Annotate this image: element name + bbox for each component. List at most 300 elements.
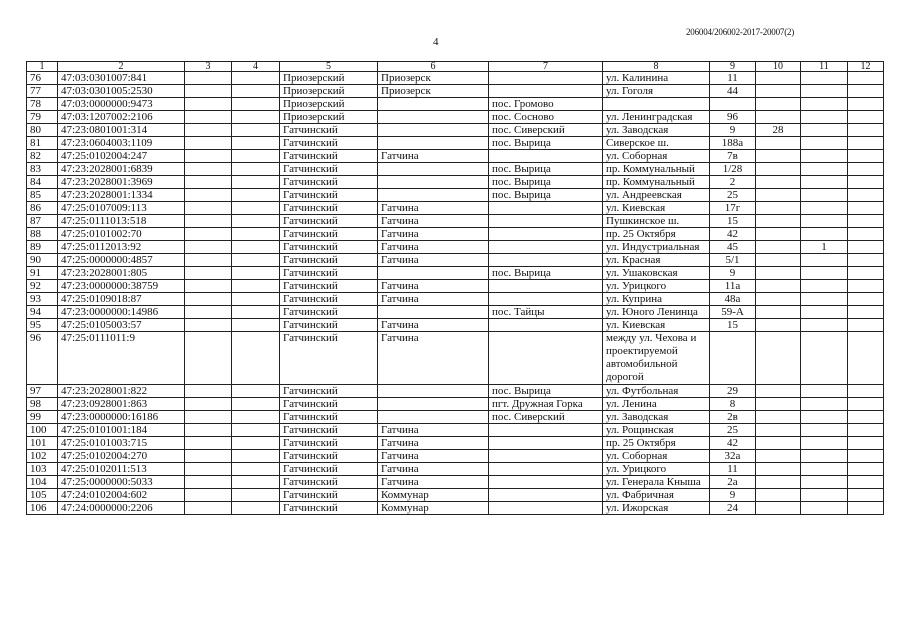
col-10-cell: [756, 398, 801, 411]
cadastral-number-cell: 47:23:2028001:822: [58, 385, 185, 398]
row-number-cell: 102: [27, 450, 58, 463]
table-row: [27, 437, 884, 450]
house-number-cell: [710, 98, 756, 111]
table-row: [27, 150, 884, 163]
col-3-cell: [185, 150, 232, 163]
street-cell: ул. Ижорская: [603, 502, 710, 515]
city-cell: Гатчина: [378, 293, 489, 306]
settlement-cell: пос. Сосново: [489, 111, 603, 124]
district-cell: Гатчинский: [280, 424, 378, 437]
col-10-cell: [756, 72, 801, 85]
col-10-cell: [756, 254, 801, 267]
row-number-cell: 87: [27, 215, 58, 228]
cadastral-number-cell: 47:23:2028001:6839: [58, 163, 185, 176]
col-4-cell: [232, 502, 280, 515]
row-number-cell: 77: [27, 85, 58, 98]
settlement-cell: [489, 150, 603, 163]
col-3-cell: [185, 463, 232, 476]
street-cell: ул. Красная: [603, 254, 710, 267]
city-cell: [378, 163, 489, 176]
settlement-cell: [489, 476, 603, 489]
col-12-cell: [848, 72, 884, 85]
col-10-cell: [756, 463, 801, 476]
city-cell: [378, 398, 489, 411]
row-number-cell: 84: [27, 176, 58, 189]
col-10-cell: [756, 150, 801, 163]
col-4-cell: [232, 137, 280, 150]
city-cell: [378, 137, 489, 150]
col-3-cell: [185, 489, 232, 502]
street-cell: ул. Урицкого: [603, 463, 710, 476]
column-header-8: 8: [603, 62, 710, 72]
house-number-cell: 11: [710, 72, 756, 85]
house-number-cell: 24: [710, 502, 756, 515]
house-number-cell: 96: [710, 111, 756, 124]
col-11-cell: [801, 502, 848, 515]
house-number-cell: 2а: [710, 476, 756, 489]
street-cell: Пушкинское ш.: [603, 215, 710, 228]
col-12-cell: [848, 450, 884, 463]
table-row: [27, 267, 884, 280]
house-number-cell: 59-А: [710, 306, 756, 319]
col-4-cell: [232, 176, 280, 189]
house-number-cell: 11: [710, 463, 756, 476]
col-4-cell: [232, 450, 280, 463]
col-11-cell: [801, 463, 848, 476]
district-cell: Гатчинский: [280, 385, 378, 398]
col-12-cell: [848, 502, 884, 515]
row-number-cell: 106: [27, 502, 58, 515]
street-cell: ул. Генерала Кныша: [603, 476, 710, 489]
table-row: [27, 476, 884, 489]
district-cell: Гатчинский: [280, 241, 378, 254]
cadastral-number-cell: 47:25:0107009:113: [58, 202, 185, 215]
document-id: 206004/206002-2017-20007(2): [686, 27, 795, 37]
col-4-cell: [232, 293, 280, 306]
col-4-cell: [232, 411, 280, 424]
col-11-cell: [801, 163, 848, 176]
col-11-cell: [801, 437, 848, 450]
street-cell: ул. Киевская: [603, 202, 710, 215]
table-row: [27, 215, 884, 228]
district-cell: Гатчинский: [280, 267, 378, 280]
col-4-cell: [232, 150, 280, 163]
table-row: [27, 293, 884, 306]
col-11-cell: 1: [801, 241, 848, 254]
col-4-cell: [232, 489, 280, 502]
house-number-cell: 8: [710, 398, 756, 411]
settlement-cell: [489, 293, 603, 306]
col-12-cell: [848, 332, 884, 385]
cadastral-number-cell: 47:25:0109018:87: [58, 293, 185, 306]
col-3-cell: [185, 293, 232, 306]
cadastral-number-cell: 47:03:1207002:2106: [58, 111, 185, 124]
house-number-cell: 15: [710, 319, 756, 332]
row-number-cell: 92: [27, 280, 58, 293]
district-cell: Гатчинский: [280, 489, 378, 502]
settlement-cell: [489, 72, 603, 85]
house-number-cell: 44: [710, 85, 756, 98]
street-cell: Сиверское ш.: [603, 137, 710, 150]
col-12-cell: [848, 137, 884, 150]
col-10-cell: [756, 280, 801, 293]
col-3-cell: [185, 450, 232, 463]
row-number-cell: 93: [27, 293, 58, 306]
table-row: [27, 163, 884, 176]
col-3-cell: [185, 319, 232, 332]
district-cell: Гатчинский: [280, 319, 378, 332]
row-number-cell: 88: [27, 228, 58, 241]
col-3-cell: [185, 176, 232, 189]
city-cell: [378, 124, 489, 137]
col-12-cell: [848, 98, 884, 111]
col-11-cell: [801, 124, 848, 137]
col-3-cell: [185, 437, 232, 450]
city-cell: Коммунар: [378, 489, 489, 502]
column-header-5: 5: [280, 62, 378, 72]
city-cell: Гатчина: [378, 202, 489, 215]
settlement-cell: пос. Вырица: [489, 137, 603, 150]
house-number-cell: 2: [710, 176, 756, 189]
settlement-cell: пос. Громово: [489, 98, 603, 111]
col-4-cell: [232, 476, 280, 489]
table-row: [27, 489, 884, 502]
col-10-cell: [756, 476, 801, 489]
col-3-cell: [185, 85, 232, 98]
house-number-cell: 9: [710, 124, 756, 137]
col-12-cell: [848, 150, 884, 163]
city-cell: [378, 98, 489, 111]
col-3-cell: [185, 502, 232, 515]
col-4-cell: [232, 215, 280, 228]
col-3-cell: [185, 241, 232, 254]
col-12-cell: [848, 176, 884, 189]
column-header-10: 10: [756, 62, 801, 72]
row-number-cell: 86: [27, 202, 58, 215]
col-12-cell: [848, 228, 884, 241]
table-row: [27, 411, 884, 424]
col-11-cell: [801, 411, 848, 424]
column-header-3: 3: [185, 62, 232, 72]
col-12-cell: [848, 111, 884, 124]
city-cell: Гатчина: [378, 254, 489, 267]
city-cell: [378, 111, 489, 124]
cadastral-number-cell: 47:25:0101003:715: [58, 437, 185, 450]
settlement-cell: [489, 241, 603, 254]
settlement-cell: пос. Сиверский: [489, 124, 603, 137]
district-cell: Гатчинский: [280, 437, 378, 450]
col-11-cell: [801, 332, 848, 385]
district-cell: Гатчинский: [280, 176, 378, 189]
house-number-cell: 25: [710, 189, 756, 202]
col-12-cell: [848, 476, 884, 489]
city-cell: Приозерск: [378, 85, 489, 98]
street-cell: ул. Рощинская: [603, 424, 710, 437]
table-row: [27, 463, 884, 476]
column-header-4: 4: [232, 62, 280, 72]
col-10-cell: [756, 450, 801, 463]
col-11-cell: [801, 72, 848, 85]
col-10-cell: [756, 189, 801, 202]
street-cell: ул. Киевская: [603, 319, 710, 332]
column-header-11: 11: [801, 62, 848, 72]
city-cell: Гатчина: [378, 319, 489, 332]
column-header-12: 12: [848, 62, 884, 72]
table-row: [27, 254, 884, 267]
cadastral-number-cell: 47:23:2028001:1334: [58, 189, 185, 202]
col-10-cell: [756, 306, 801, 319]
col-12-cell: [848, 398, 884, 411]
col-3-cell: [185, 280, 232, 293]
col-3-cell: [185, 411, 232, 424]
settlement-cell: пос. Сиверский: [489, 411, 603, 424]
col-11-cell: [801, 424, 848, 437]
street-cell: ул. Футбольная: [603, 385, 710, 398]
city-cell: [378, 385, 489, 398]
street-cell: пр. 25 Октября: [603, 228, 710, 241]
col-3-cell: [185, 124, 232, 137]
settlement-cell: пос. Вырица: [489, 163, 603, 176]
col-10-cell: [756, 98, 801, 111]
settlement-cell: [489, 489, 603, 502]
col-10-cell: [756, 215, 801, 228]
col-11-cell: [801, 254, 848, 267]
district-cell: Гатчинский: [280, 189, 378, 202]
cadastral-number-cell: 47:23:0604003:1109: [58, 137, 185, 150]
street-cell: пр. Коммунальный: [603, 163, 710, 176]
col-4-cell: [232, 124, 280, 137]
house-number-cell: 188а: [710, 137, 756, 150]
table-row: [27, 98, 884, 111]
col-3-cell: [185, 254, 232, 267]
street-cell: ул. Урицкого: [603, 280, 710, 293]
row-number-cell: 99: [27, 411, 58, 424]
cadastral-number-cell: 47:25:0102004:270: [58, 450, 185, 463]
col-12-cell: [848, 489, 884, 502]
col-12-cell: [848, 437, 884, 450]
street-cell: [603, 98, 710, 111]
row-number-cell: 83: [27, 163, 58, 176]
col-3-cell: [185, 267, 232, 280]
col-4-cell: [232, 254, 280, 267]
col-12-cell: [848, 241, 884, 254]
street-cell: ул. Индустриальная: [603, 241, 710, 254]
district-cell: Приозерский: [280, 72, 378, 85]
col-11-cell: [801, 293, 848, 306]
house-number-cell: [710, 332, 756, 385]
street-cell: ул. Соборная: [603, 450, 710, 463]
row-number-cell: 94: [27, 306, 58, 319]
settlement-cell: пос. Тайцы: [489, 306, 603, 319]
column-header-7: 7: [489, 62, 603, 72]
house-number-cell: 25: [710, 424, 756, 437]
col-4-cell: [232, 267, 280, 280]
district-cell: Гатчинский: [280, 202, 378, 215]
col-12-cell: [848, 267, 884, 280]
col-10-cell: [756, 85, 801, 98]
house-number-cell: 17г: [710, 202, 756, 215]
city-cell: Гатчина: [378, 424, 489, 437]
col-11-cell: [801, 385, 848, 398]
col-10-cell: [756, 502, 801, 515]
col-11-cell: [801, 280, 848, 293]
col-12-cell: [848, 411, 884, 424]
district-cell: Гатчинский: [280, 150, 378, 163]
col-4-cell: [232, 424, 280, 437]
row-number-cell: 100: [27, 424, 58, 437]
district-cell: Гатчинский: [280, 215, 378, 228]
row-number-cell: 90: [27, 254, 58, 267]
city-cell: Гатчина: [378, 241, 489, 254]
settlement-cell: [489, 254, 603, 267]
city-cell: [378, 267, 489, 280]
row-number-cell: 85: [27, 189, 58, 202]
col-11-cell: [801, 267, 848, 280]
table-row: [27, 241, 884, 254]
street-cell: пр. 25 Октября: [603, 437, 710, 450]
district-cell: Гатчинский: [280, 228, 378, 241]
col-4-cell: [232, 398, 280, 411]
table-row: [27, 111, 884, 124]
col-10-cell: [756, 202, 801, 215]
table-row: [27, 202, 884, 215]
settlement-cell: пос. Вырица: [489, 267, 603, 280]
street-cell: ул. Ушаковская: [603, 267, 710, 280]
cadastral-number-cell: 47:25:0000000:4857: [58, 254, 185, 267]
col-10-cell: [756, 137, 801, 150]
settlement-cell: [489, 502, 603, 515]
col-10-cell: [756, 332, 801, 385]
cadastral-number-cell: 47:23:0928001:863: [58, 398, 185, 411]
col-11-cell: [801, 202, 848, 215]
col-11-cell: [801, 98, 848, 111]
row-number-cell: 104: [27, 476, 58, 489]
table-row: [27, 450, 884, 463]
col-4-cell: [232, 189, 280, 202]
col-11-cell: [801, 85, 848, 98]
street-cell: ул. Андреевская: [603, 189, 710, 202]
cadastral-number-cell: 47:24:0102004:602: [58, 489, 185, 502]
cadastral-number-cell: 47:23:2028001:805: [58, 267, 185, 280]
cadastral-number-cell: 47:03:0301007:841: [58, 72, 185, 85]
col-10-cell: [756, 293, 801, 306]
col-4-cell: [232, 202, 280, 215]
col-11-cell: [801, 215, 848, 228]
cadastral-number-cell: 47:25:0102004:247: [58, 150, 185, 163]
street-text: между ул. Чехова и проектируемой автомобильной дорогой: [606, 332, 697, 383]
street-cell: ул. Куприна: [603, 293, 710, 306]
city-cell: [378, 176, 489, 189]
row-number-cell: 76: [27, 72, 58, 85]
col-3-cell: [185, 163, 232, 176]
col-11-cell: [801, 319, 848, 332]
city-cell: Приозерск: [378, 72, 489, 85]
settlement-cell: пгт. Дружная Горка: [489, 398, 603, 411]
col-3-cell: [185, 228, 232, 241]
col-11-cell: [801, 111, 848, 124]
cadastral-number-cell: 47:23:2028001:3969: [58, 176, 185, 189]
settlement-cell: [489, 85, 603, 98]
col-4-cell: [232, 98, 280, 111]
table-row: [27, 319, 884, 332]
city-cell: Гатчина: [378, 280, 489, 293]
row-number-cell: 91: [27, 267, 58, 280]
row-number-cell: 78: [27, 98, 58, 111]
city-cell: Гатчина: [378, 450, 489, 463]
cadastral-number-cell: 47:25:0111011:9: [58, 332, 185, 385]
house-number-cell: 42: [710, 437, 756, 450]
city-cell: [378, 411, 489, 424]
column-header-2: 2: [58, 62, 185, 72]
city-cell: Гатчина: [378, 228, 489, 241]
col-4-cell: [232, 437, 280, 450]
house-number-cell: 11а: [710, 280, 756, 293]
house-number-cell: 1/28: [710, 163, 756, 176]
street-cell: ул. Гоголя: [603, 85, 710, 98]
district-cell: Гатчинский: [280, 450, 378, 463]
cadastral-number-cell: 47:24:0000000:2206: [58, 502, 185, 515]
col-12-cell: [848, 385, 884, 398]
col-4-cell: [232, 241, 280, 254]
col-11-cell: [801, 228, 848, 241]
col-12-cell: [848, 202, 884, 215]
col-4-cell: [232, 228, 280, 241]
col-10-cell: [756, 176, 801, 189]
district-cell: Приозерский: [280, 111, 378, 124]
row-number-cell: 97: [27, 385, 58, 398]
house-number-cell: 9: [710, 489, 756, 502]
row-number-cell: 82: [27, 150, 58, 163]
col-4-cell: [232, 85, 280, 98]
col-4-cell: [232, 332, 280, 385]
col-3-cell: [185, 332, 232, 385]
col-12-cell: [848, 163, 884, 176]
row-number-cell: 103: [27, 463, 58, 476]
table-row: [27, 176, 884, 189]
cadastral-number-cell: 47:25:0105003:57: [58, 319, 185, 332]
col-11-cell: [801, 398, 848, 411]
col-4-cell: [232, 385, 280, 398]
table-row: [27, 72, 884, 85]
settlement-cell: [489, 215, 603, 228]
column-header-9: 9: [710, 62, 756, 72]
street-cell: ул. Ленинградская: [603, 111, 710, 124]
col-3-cell: [185, 306, 232, 319]
col-10-cell: [756, 489, 801, 502]
city-cell: Гатчина: [378, 215, 489, 228]
col-10-cell: [756, 437, 801, 450]
col-10-cell: [756, 111, 801, 124]
cadastral-number-cell: 47:23:0000000:14986: [58, 306, 185, 319]
col-11-cell: [801, 137, 848, 150]
district-cell: Гатчинский: [280, 254, 378, 267]
row-number-cell: 81: [27, 137, 58, 150]
house-number-cell: 2в: [710, 411, 756, 424]
row-number-cell: 101: [27, 437, 58, 450]
col-12-cell: [848, 254, 884, 267]
district-cell: Гатчинский: [280, 137, 378, 150]
registry-table: [26, 61, 884, 515]
col-12-cell: [848, 306, 884, 319]
col-11-cell: [801, 450, 848, 463]
street-cell: ул. Соборная: [603, 150, 710, 163]
settlement-cell: [489, 319, 603, 332]
city-cell: Гатчина: [378, 150, 489, 163]
settlement-cell: пос. Вырица: [489, 385, 603, 398]
cadastral-number-cell: 47:23:0801001:314: [58, 124, 185, 137]
street-cell: ул. Ленина: [603, 398, 710, 411]
col-10-cell: [756, 385, 801, 398]
